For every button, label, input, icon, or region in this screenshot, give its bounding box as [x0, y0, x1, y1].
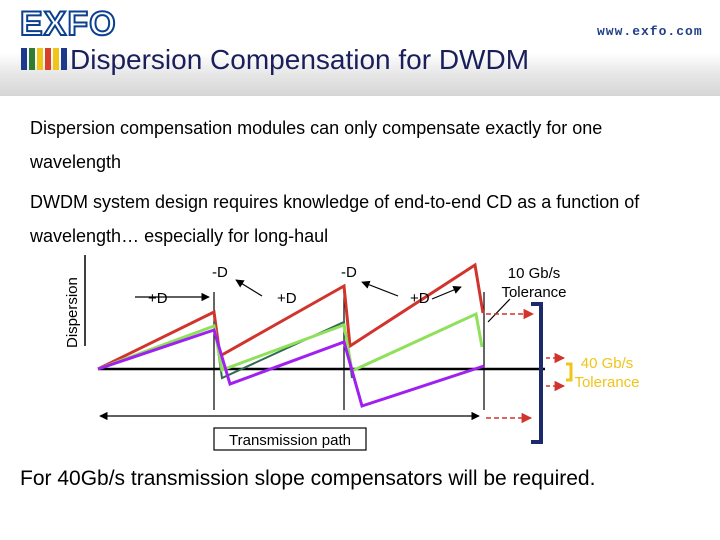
label-plus2: +D — [277, 290, 297, 307]
label-plus1: +D — [148, 290, 168, 307]
tolerance-10g-line1: 10 Gb/s — [507, 265, 561, 282]
label-minus2: -D — [341, 264, 357, 281]
tolerance-40g-line1: 40 Gb/s — [580, 355, 634, 372]
tolerance-40g-line2: Tolerance — [574, 374, 640, 391]
tolerance-10g-line2: Tolerance — [501, 284, 567, 301]
label-plus3: +D — [410, 290, 430, 307]
footer-statement: For 40Gb/s transmission slope compensators will be required. — [20, 467, 596, 490]
tolerance-10g-bracket — [531, 304, 541, 442]
red-trace — [98, 265, 483, 369]
label-minus1: -D — [212, 264, 228, 281]
exfo-logo: EXFO — [20, 5, 117, 43]
transmission-path-label: Transmission path — [229, 432, 351, 449]
arrow-minus1 — [236, 280, 262, 296]
paragraph-dwdm-design: DWDM system design requires knowledge of end-to-end CD as a function of wavelength… especially for long-haul — [30, 192, 640, 246]
tolerance-10g-pointer — [488, 299, 510, 322]
website-url: www.exfo.com — [597, 24, 703, 39]
arrow-minus2 — [362, 282, 398, 296]
tolerance-40g-bracket — [566, 364, 571, 380]
y-axis-label: Dispersion — [64, 277, 81, 348]
page-title: Dispersion Compensation for DWDM — [70, 44, 530, 75]
paragraph-compensation-modules: Dispersion compensation modules can only compensate exactly for one wavelength — [30, 118, 603, 172]
